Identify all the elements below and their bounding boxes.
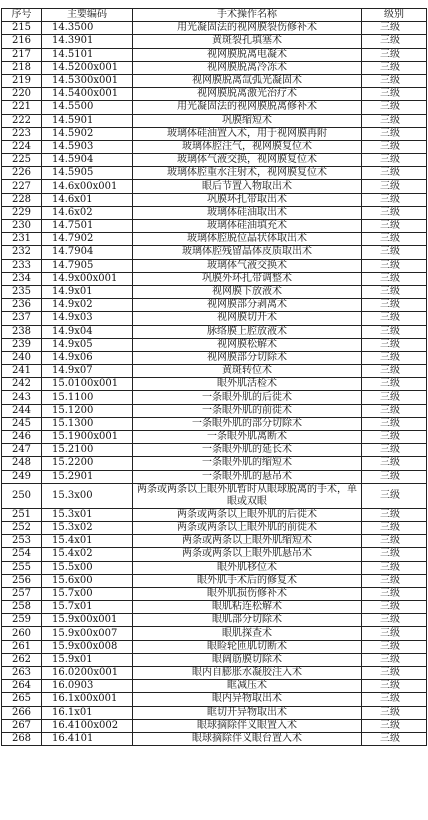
row-code: 15.2200	[42, 457, 133, 470]
row-level: 三级	[362, 470, 427, 483]
row-seq: 266	[2, 706, 42, 719]
table-row	[2, 22, 427, 35]
row-code: 14.5904	[42, 154, 133, 167]
table-row	[2, 272, 427, 285]
table-row	[2, 444, 427, 457]
row-level: 三级	[362, 272, 427, 285]
row-code: 15.3x01	[42, 508, 133, 521]
row-name: 玻璃体腔残留晶体皮质取出术	[133, 246, 362, 259]
row-code: 15.1900x001	[42, 431, 133, 444]
table-row	[2, 378, 427, 391]
row-seq: 224	[2, 140, 42, 153]
row-level: 三级	[362, 193, 427, 206]
row-name: 一条眼外肌的悬吊术	[133, 470, 362, 483]
table-row	[2, 470, 427, 483]
row-level: 三级	[362, 483, 427, 508]
row-seq: 250	[2, 483, 42, 508]
row-code: 15.9x01	[42, 653, 133, 666]
table-row	[2, 299, 427, 312]
row-code: 15.9x00x008	[42, 640, 133, 653]
row-code: 14.5300x001	[42, 74, 133, 87]
table-row	[2, 653, 427, 666]
row-code: 15.1300	[42, 417, 133, 430]
row-name: 眼内自膨胀水凝胶注入术	[133, 667, 362, 680]
row-seq: 238	[2, 325, 42, 338]
row-code: 14.6x01	[42, 193, 133, 206]
row-name: 眼阔筋膜切除术	[133, 653, 362, 666]
row-seq: 263	[2, 667, 42, 680]
row-level: 三级	[362, 48, 427, 61]
row-name: 视网膜松解术	[133, 338, 362, 351]
table-row	[2, 351, 427, 364]
row-code: 15.4x01	[42, 535, 133, 548]
table-row	[2, 601, 427, 614]
row-level: 三级	[362, 167, 427, 180]
row-seq: 220	[2, 88, 42, 101]
row-level: 三级	[362, 233, 427, 246]
row-seq: 245	[2, 417, 42, 430]
row-name: 巩膜缩短术	[133, 114, 362, 127]
table-row	[2, 667, 427, 680]
row-name: 眼外肌手术后的修复术	[133, 574, 362, 587]
row-code: 16.0903	[42, 680, 133, 693]
row-name: 一条眼外肌离断术	[133, 431, 362, 444]
row-level: 三级	[362, 614, 427, 627]
row-level: 三级	[362, 706, 427, 719]
row-level: 三级	[362, 140, 427, 153]
row-code: 15.7x01	[42, 601, 133, 614]
row-level: 三级	[362, 61, 427, 74]
row-level: 三级	[362, 561, 427, 574]
table-row	[2, 140, 427, 153]
row-level: 三级	[362, 101, 427, 114]
row-seq: 239	[2, 338, 42, 351]
table-row	[2, 167, 427, 180]
row-seq: 267	[2, 719, 42, 732]
table-row	[2, 404, 427, 417]
row-level: 三级	[362, 114, 427, 127]
row-level: 三级	[362, 338, 427, 351]
row-level: 三级	[362, 365, 427, 378]
table-row	[2, 127, 427, 140]
row-code: 14.3500	[42, 22, 133, 35]
row-level: 三级	[362, 299, 427, 312]
row-level: 三级	[362, 587, 427, 600]
row-name: 两条或两条以上眼外肌缩短术	[133, 535, 362, 548]
row-level: 三级	[362, 285, 427, 298]
row-seq: 241	[2, 365, 42, 378]
table-row	[2, 627, 427, 640]
row-level: 三级	[362, 535, 427, 548]
row-name: 眼外肌移位术	[133, 561, 362, 574]
row-level: 三级	[362, 640, 427, 653]
table-row	[2, 101, 427, 114]
row-code: 14.9x04	[42, 325, 133, 338]
row-seq: 257	[2, 587, 42, 600]
row-name: 一条眼外肌的前徙术	[133, 404, 362, 417]
table-row	[2, 640, 427, 653]
row-level: 三级	[362, 220, 427, 233]
row-name: 玻璃体气液交换，视网膜复位术	[133, 154, 362, 167]
row-name: 用光凝固法的视网膜裂伤修补术	[133, 22, 362, 35]
table-row	[2, 180, 427, 193]
row-name: 视网膜部分切除术	[133, 351, 362, 364]
row-code: 14.5400x001	[42, 88, 133, 101]
row-seq: 268	[2, 732, 42, 745]
header-name: 手术操作名称	[133, 9, 362, 22]
row-code: 14.5500	[42, 101, 133, 114]
row-name: 玻璃体硅油置入术，用于视网膜再附	[133, 127, 362, 140]
row-seq: 237	[2, 312, 42, 325]
row-code: 16.1x00x001	[42, 693, 133, 706]
row-code: 14.9x00x001	[42, 272, 133, 285]
row-seq: 223	[2, 127, 42, 140]
row-name: 一条眼外肌的缩短术	[133, 457, 362, 470]
row-name: 眼球摘除伴义眼置入术	[133, 719, 362, 732]
table-row	[2, 206, 427, 219]
table-row	[2, 614, 427, 627]
row-name: 巩膜外环扎带调整术	[133, 272, 362, 285]
row-seq: 253	[2, 535, 42, 548]
row-code: 14.9x05	[42, 338, 133, 351]
table-row	[2, 259, 427, 272]
procedure-table-page	[1, 8, 426, 746]
row-name: 两条或两条以上眼外肌的前徙术	[133, 521, 362, 534]
row-name: 玻璃体腔重水注射术，视网膜复位术	[133, 167, 362, 180]
row-level: 三级	[362, 444, 427, 457]
row-seq: 248	[2, 457, 42, 470]
row-code: 15.0100x001	[42, 378, 133, 391]
row-name: 眼肌粘连松解术	[133, 601, 362, 614]
table-row	[2, 233, 427, 246]
header-level: 级别	[362, 9, 427, 22]
row-code: 15.9x00x001	[42, 614, 133, 627]
row-level: 三级	[362, 693, 427, 706]
row-name: 两条或两条以上眼外肌暂时从眼球脱离的手术，单眼或双眼	[133, 483, 362, 508]
table-row	[2, 680, 427, 693]
row-seq: 225	[2, 154, 42, 167]
table-row	[2, 285, 427, 298]
row-seq: 222	[2, 114, 42, 127]
row-seq: 265	[2, 693, 42, 706]
row-code: 14.9x01	[42, 285, 133, 298]
row-name: 眼外肌损伤修补术	[133, 587, 362, 600]
table-row	[2, 365, 427, 378]
row-seq: 219	[2, 74, 42, 87]
row-code: 15.7x00	[42, 587, 133, 600]
table-row	[2, 587, 427, 600]
row-level: 三级	[362, 259, 427, 272]
row-level: 三级	[362, 312, 427, 325]
row-level: 三级	[362, 35, 427, 48]
row-code: 14.5200x001	[42, 61, 133, 74]
table-row	[2, 719, 427, 732]
row-name: 两条或两条以上眼外肌悬吊术	[133, 548, 362, 561]
row-level: 三级	[362, 325, 427, 338]
row-level: 三级	[362, 22, 427, 35]
row-seq: 244	[2, 404, 42, 417]
row-code: 14.5901	[42, 114, 133, 127]
row-name: 玻璃体气液交换术	[133, 259, 362, 272]
row-name: 玻璃体腔脱位晶状体取出术	[133, 233, 362, 246]
row-level: 三级	[362, 508, 427, 521]
row-name: 眶减压术	[133, 680, 362, 693]
row-level: 三级	[362, 627, 427, 640]
row-code: 15.2901	[42, 470, 133, 483]
row-level: 三级	[362, 88, 427, 101]
row-code: 14.9x03	[42, 312, 133, 325]
row-seq: 255	[2, 561, 42, 574]
row-level: 三级	[362, 457, 427, 470]
row-code: 14.7501	[42, 220, 133, 233]
row-seq: 262	[2, 653, 42, 666]
row-level: 三级	[362, 404, 427, 417]
table-row	[2, 457, 427, 470]
row-code: 14.7904	[42, 246, 133, 259]
row-level: 三级	[362, 719, 427, 732]
row-seq: 252	[2, 521, 42, 534]
row-seq: 236	[2, 299, 42, 312]
table-row	[2, 508, 427, 521]
row-code: 15.3x02	[42, 521, 133, 534]
table-row	[2, 574, 427, 587]
row-code: 14.6x02	[42, 206, 133, 219]
row-code: 15.4x02	[42, 548, 133, 561]
row-level: 三级	[362, 667, 427, 680]
row-seq: 254	[2, 548, 42, 561]
row-name: 视网膜切开术	[133, 312, 362, 325]
row-seq: 227	[2, 180, 42, 193]
row-code: 14.6x00x001	[42, 180, 133, 193]
row-seq: 256	[2, 574, 42, 587]
table-row	[2, 325, 427, 338]
table-row	[2, 74, 427, 87]
row-level: 三级	[362, 431, 427, 444]
row-name: 视网膜部分剥离术	[133, 299, 362, 312]
row-code: 15.9x00x007	[42, 627, 133, 640]
row-code: 15.5x00	[42, 561, 133, 574]
row-code: 14.5903	[42, 140, 133, 153]
row-seq: 221	[2, 101, 42, 114]
row-seq: 249	[2, 470, 42, 483]
row-code: 16.4101	[42, 732, 133, 745]
row-seq: 216	[2, 35, 42, 48]
table-row	[2, 35, 427, 48]
table-row	[2, 338, 427, 351]
row-seq: 264	[2, 680, 42, 693]
row-name: 两条或两条以上眼外肌的后徙术	[133, 508, 362, 521]
row-level: 三级	[362, 417, 427, 430]
row-name: 眼内异物取出术	[133, 693, 362, 706]
row-level: 三级	[362, 574, 427, 587]
row-name: 一条眼外肌的部分切除术	[133, 417, 362, 430]
table-row	[2, 521, 427, 534]
row-name: 眼后节置入物取出术	[133, 180, 362, 193]
row-level: 三级	[362, 732, 427, 745]
row-seq: 258	[2, 601, 42, 614]
row-seq: 230	[2, 220, 42, 233]
row-level: 三级	[362, 521, 427, 534]
row-name: 黄斑裂孔填塞术	[133, 35, 362, 48]
row-seq: 251	[2, 508, 42, 521]
row-name: 眼睑轮匝肌切断术	[133, 640, 362, 653]
row-code: 14.5905	[42, 167, 133, 180]
row-level: 三级	[362, 548, 427, 561]
table-row	[2, 220, 427, 233]
row-seq: 233	[2, 259, 42, 272]
table-row	[2, 61, 427, 74]
row-code: 15.3x00	[42, 483, 133, 508]
row-name: 一条眼外肌的后徙术	[133, 391, 362, 404]
row-seq: 226	[2, 167, 42, 180]
row-code: 15.6x00	[42, 574, 133, 587]
row-name: 眼肌探查术	[133, 627, 362, 640]
row-seq: 261	[2, 640, 42, 653]
table-row	[2, 431, 427, 444]
row-name: 视网膜脱离电凝术	[133, 48, 362, 61]
row-seq: 246	[2, 431, 42, 444]
row-name: 视网膜下放液术	[133, 285, 362, 298]
row-level: 三级	[362, 74, 427, 87]
row-level: 三级	[362, 391, 427, 404]
table-row	[2, 693, 427, 706]
row-code: 14.3901	[42, 35, 133, 48]
row-seq: 232	[2, 246, 42, 259]
header-seq: 序号	[2, 9, 42, 22]
table-row	[2, 193, 427, 206]
row-seq: 218	[2, 61, 42, 74]
row-seq: 240	[2, 351, 42, 364]
row-code: 16.4100x002	[42, 719, 133, 732]
row-level: 三级	[362, 601, 427, 614]
row-seq: 247	[2, 444, 42, 457]
row-level: 三级	[362, 351, 427, 364]
row-code: 15.2100	[42, 444, 133, 457]
row-seq: 229	[2, 206, 42, 219]
row-level: 三级	[362, 680, 427, 693]
table-row	[2, 548, 427, 561]
table-row	[2, 561, 427, 574]
table-row	[2, 246, 427, 259]
table-row	[2, 483, 427, 508]
row-name: 眼球摘除伴义眼台置入术	[133, 732, 362, 745]
row-code: 14.7905	[42, 259, 133, 272]
table-row	[2, 88, 427, 101]
table-header-row	[2, 9, 427, 22]
row-name: 眼外肌活检术	[133, 378, 362, 391]
row-name: 玻璃体硅油取出术	[133, 206, 362, 219]
row-level: 三级	[362, 206, 427, 219]
row-name: 一条眼外肌的延长术	[133, 444, 362, 457]
row-seq: 217	[2, 48, 42, 61]
row-seq: 259	[2, 614, 42, 627]
table-row	[2, 535, 427, 548]
row-name: 玻璃体硅油填充术	[133, 220, 362, 233]
row-name: 黄斑转位术	[133, 365, 362, 378]
table-row	[2, 706, 427, 719]
row-seq: 215	[2, 22, 42, 35]
row-level: 三级	[362, 246, 427, 259]
row-level: 三级	[362, 378, 427, 391]
row-seq: 234	[2, 272, 42, 285]
row-code: 14.7902	[42, 233, 133, 246]
row-seq: 235	[2, 285, 42, 298]
row-level: 三级	[362, 127, 427, 140]
header-code: 主要编码	[42, 9, 133, 22]
table-row	[2, 48, 427, 61]
row-code: 14.5101	[42, 48, 133, 61]
row-code: 14.9x02	[42, 299, 133, 312]
surgery-procedure-table	[1, 8, 427, 746]
row-name: 视网膜脱离氙弧光凝固术	[133, 74, 362, 87]
row-name: 脉络膜上腔放液术	[133, 325, 362, 338]
row-code: 15.1100	[42, 391, 133, 404]
row-seq: 243	[2, 391, 42, 404]
row-level: 三级	[362, 653, 427, 666]
row-name: 视网膜脱离激光治疗术	[133, 88, 362, 101]
row-name: 巩膜环扎带取出术	[133, 193, 362, 206]
row-level: 三级	[362, 154, 427, 167]
row-level: 三级	[362, 180, 427, 193]
row-seq: 260	[2, 627, 42, 640]
table-row	[2, 114, 427, 127]
row-code: 16.0200x001	[42, 667, 133, 680]
table-row	[2, 732, 427, 745]
table-row	[2, 391, 427, 404]
row-seq: 242	[2, 378, 42, 391]
row-code: 14.5902	[42, 127, 133, 140]
row-code: 15.1200	[42, 404, 133, 417]
row-code: 16.1x01	[42, 706, 133, 719]
row-code: 14.9x07	[42, 365, 133, 378]
row-seq: 231	[2, 233, 42, 246]
row-code: 14.9x06	[42, 351, 133, 364]
table-row	[2, 154, 427, 167]
row-name: 用光凝固法的视网膜脱离修补术	[133, 101, 362, 114]
row-name: 视网膜脱离冷冻术	[133, 61, 362, 74]
row-name: 眼肌部分切除术	[133, 614, 362, 627]
row-name: 眶切开异物取出术	[133, 706, 362, 719]
table-row	[2, 312, 427, 325]
row-seq: 228	[2, 193, 42, 206]
row-name: 玻璃体腔注气，视网膜复位术	[133, 140, 362, 153]
table-row	[2, 417, 427, 430]
